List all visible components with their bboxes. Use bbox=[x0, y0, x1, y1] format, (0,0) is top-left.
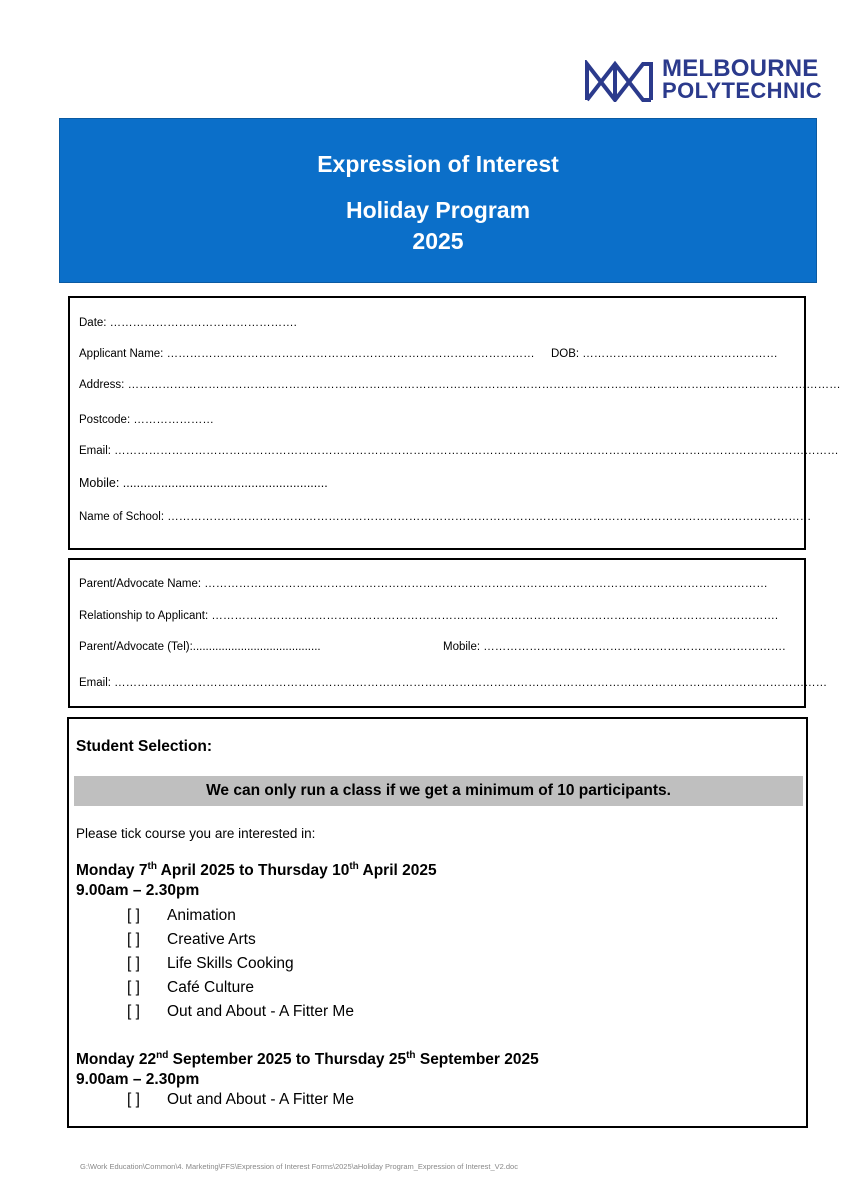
form-title: Expression of Interest bbox=[317, 151, 559, 177]
course-label: Life Skills Cooking bbox=[167, 955, 294, 972]
course-label: Creative Arts bbox=[167, 931, 256, 948]
program-title: Holiday Program bbox=[345, 197, 531, 223]
course-option[interactable] bbox=[127, 907, 236, 925]
logo-line-1: MELBOURNE bbox=[662, 55, 819, 82]
program-year: 2025 bbox=[412, 228, 464, 254]
applicant-name-field[interactable]: Applicant Name: …………………………………………………………………………………… bbox=[79, 348, 535, 360]
checkbox[interactable]: [ ] bbox=[127, 1091, 140, 1108]
parent-email-field[interactable]: Email: …………………………………………………………………………………………………………………………………………………………………… bbox=[79, 677, 828, 689]
course-option[interactable] bbox=[127, 1091, 354, 1109]
parent-tel-field[interactable]: Parent/Advocate (Tel):........................................ bbox=[79, 641, 321, 653]
checkbox[interactable]: [ ] bbox=[127, 979, 140, 996]
postcode-field[interactable]: Postcode: ………………… bbox=[79, 414, 214, 426]
date-field[interactable]: Date: …………………………………………. bbox=[79, 317, 297, 329]
applicant-details-section bbox=[68, 296, 841, 550]
relationship-field[interactable]: Relationship to Applicant: …………………………………………………………………………………………………………………………………. bbox=[79, 610, 779, 622]
session-2-heading bbox=[76, 1046, 539, 1090]
title-banner bbox=[59, 118, 817, 283]
address-field[interactable]: Address: …………………………………………………………………………………………………………………………………………………………………… bbox=[79, 379, 841, 391]
tick-prompt: Please tick course you are interested in: bbox=[76, 826, 316, 841]
session-1-dates: Monday 7th April 2025 to Thursday 10th April 2025 bbox=[76, 861, 437, 880]
selection-heading: Student Selection: bbox=[76, 738, 213, 755]
course-option[interactable] bbox=[127, 1003, 354, 1021]
course-option[interactable] bbox=[127, 955, 294, 973]
melbourne-polytechnic-logo bbox=[584, 55, 823, 106]
minimum-participants-notice: We can only run a class if we get a minimum of 10 participants. bbox=[74, 776, 803, 806]
email-field[interactable]: Email: ……………………………………………………………………………………………………………………………………………………………………… bbox=[79, 445, 839, 457]
course-label: Animation bbox=[167, 907, 236, 924]
mobile-field[interactable]: Mobile: ........................................................... bbox=[79, 476, 328, 490]
session-2-dates: Monday 22nd September 2025 to Thursday 25th September 2025 bbox=[76, 1050, 539, 1069]
student-selection-section bbox=[67, 717, 808, 1128]
school-field[interactable]: Name of School: …………………………………………………………………………………………………………………………………………………… bbox=[79, 511, 812, 523]
checkbox[interactable]: [ ] bbox=[127, 931, 140, 948]
course-label: Out and About - A Fitter Me bbox=[167, 1003, 354, 1020]
session-2-time: 9.00am – 2.30pm bbox=[76, 1071, 200, 1089]
checkbox[interactable]: [ ] bbox=[127, 907, 140, 924]
session-1-heading bbox=[76, 857, 437, 901]
course-option[interactable] bbox=[127, 931, 256, 949]
course-label: Out and About - A Fitter Me bbox=[167, 1091, 354, 1108]
logo-line-2: POLYTECHNIC bbox=[662, 78, 823, 103]
parent-details-section bbox=[68, 558, 828, 708]
parent-mobile-field[interactable]: Mobile: ……………………………………………………………………. bbox=[443, 641, 786, 653]
session-1-time: 9.00am – 2.30pm bbox=[76, 882, 200, 900]
checkbox[interactable]: [ ] bbox=[127, 1003, 140, 1020]
course-label: Café Culture bbox=[167, 979, 255, 996]
parent-name-field[interactable]: Parent/Advocate Name: ………………………………………………………………………………………………………………………………… bbox=[79, 578, 768, 590]
course-option[interactable] bbox=[127, 979, 254, 997]
file-path-footer: G:\Work Education\Common\4. Marketing\FFS\Expression of Interest Forms\2025\aHoliday Program_Expression of Interest_V2.doc bbox=[80, 1162, 518, 1171]
dob-field[interactable]: DOB: …………………………………………… bbox=[551, 348, 778, 360]
checkbox[interactable]: [ ] bbox=[127, 955, 140, 972]
logo-mark-icon bbox=[584, 60, 654, 102]
